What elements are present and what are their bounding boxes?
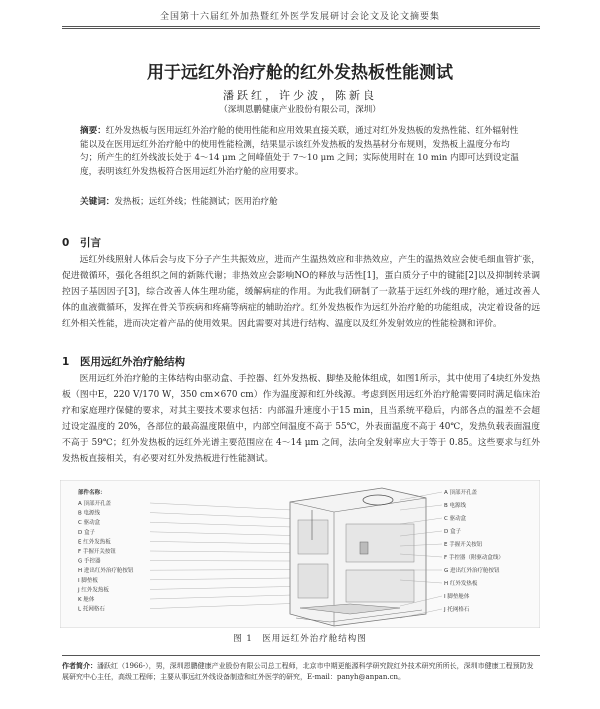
callout-label: D 盒子 bbox=[444, 529, 461, 535]
heating-panel-right bbox=[346, 570, 414, 602]
section-1-paragraph: 医用远红外治疗舱的主体结构由驱动盒、手控器、红外发热板、脚垫及舱体组成，如图1所示，其中使用了4块红外发热板（图中E，220 V/170 W，350 cm×670 cm）作为温度源和红外线源。考虑到医用远红外治疗舱需要同时满足临床治疗和家庭理疗保健的要求，对其主要技术要求包括：内部温升速度小于15 min，且当系统平稳后，内部各点的温差不会超过设定温度的 20%，各部位的最高温度限值中，内部空间温度不高于 55℃，外表面温度不高于 40℃，发热负载表面温度不高于 59℃；红外发热板的远红外光谱主要范围应在 4～14 μm 之间，法向全发射率应大于等于 0.85。这些要求与红外发热板直接相关，有必要对红外发热板进行性能测试。 bbox=[62, 374, 540, 464]
legend-item: G 手控器 bbox=[78, 558, 101, 565]
callout-label: J 托网格石 bbox=[444, 607, 470, 613]
hand-controller-shape bbox=[360, 542, 368, 554]
callout-label: B 电源线 bbox=[444, 503, 467, 509]
abstract bbox=[80, 125, 524, 179]
heating-panel-left bbox=[298, 520, 328, 554]
section-heading-0 bbox=[62, 235, 101, 250]
paper-title: 用于远红外治疗舱的红外发热板性能测试 bbox=[147, 63, 453, 83]
running-header: 全国第十六届红外加热暨红外医学发展研讨会论文及论文摘要集 bbox=[159, 12, 440, 22]
legend-title: 部件名称： bbox=[78, 490, 106, 496]
callout-label: F 手控器（附驱动盒线） bbox=[444, 555, 504, 561]
legend-item: A 顶部开孔盖 bbox=[78, 501, 112, 507]
keywords-label: 关键词： bbox=[80, 197, 115, 207]
footnote-rule bbox=[62, 655, 540, 656]
cabin-structure-figure bbox=[60, 480, 540, 628]
section-number: 1 bbox=[62, 356, 70, 368]
author-footnote bbox=[62, 661, 540, 683]
keywords-text: 发热板；远红外线；性能测试；医用治疗舱 bbox=[114, 197, 278, 207]
figure-caption: 图 1 医用远红外治疗舱结构图 bbox=[233, 634, 367, 644]
callout-label: C 驱动盒 bbox=[444, 516, 467, 522]
callout-label: A 顶部开孔盖 bbox=[444, 490, 478, 496]
section-title: 医用远红外治疗舱结构 bbox=[80, 356, 185, 368]
cabin-drawing bbox=[290, 488, 426, 626]
abstract-label: 摘要： bbox=[80, 126, 106, 136]
section-number: 0 bbox=[62, 237, 70, 249]
callout-label: G 进出红外治疗舱按钮 bbox=[444, 568, 500, 574]
footnote-label: 作者简介： bbox=[62, 662, 97, 670]
legend-item: L 托网格石 bbox=[78, 606, 105, 613]
heating-panel-lower bbox=[298, 564, 328, 598]
section-heading-1 bbox=[62, 354, 185, 369]
header-rule bbox=[62, 26, 540, 29]
heating-panel-back bbox=[346, 524, 414, 562]
legend-item: H 进出红外治疗舱按钮 bbox=[78, 568, 134, 575]
legend-item: I 脚垫板 bbox=[78, 577, 98, 584]
legend-item: E 红外发热板 bbox=[78, 539, 111, 546]
section-0-paragraph: 远红外线照射人体后会与皮下分子产生共振效应，进而产生温热效应和非热效应，产生的温热效应会使毛细血管扩张，促进微循环，强化各组织之间的新陈代谢；非热效应会影响NO的释放与活性[1]，蛋白质分子中的键能[2]以及抑制转录调控因子基因因子[3]，综合改善人体生理功能，缓解病症的作用。为此我们研制了一款基于远红外线的理疗舱，通过改善人体的血液微循环，发挥在骨关节疾病和疼痛等病症的辅助治疗。红外发热板作为远红外治疗舱的功能组成，决定着设备的远红外相关性能，进而决定着产品的使用效果。因此需要对其进行结构、温度以及红外发射效应的性能检测和评价。 bbox=[62, 255, 540, 329]
legend-item: F 手握开关按钮 bbox=[78, 549, 116, 555]
legend-item: J 红外发热板 bbox=[78, 587, 109, 594]
callout-label: H 红外发热板 bbox=[444, 581, 478, 587]
keywords bbox=[80, 195, 524, 207]
legend-item: C 驱动盒 bbox=[78, 520, 101, 527]
footnote-text: 潘跃红（1966-），男，深圳恩鹏健康产业股份有限公司总工程师，北京市中期更能源科学研究院红外技术研究所所长，深圳市健康工程预防发展研究中心主任，高级工程师；主要从事远红外线设备制造和红外医学的研究，E-mail：panyh@anpan.cn。 bbox=[62, 662, 534, 681]
paper-authors: 潘跃红，许少波，陈新良 bbox=[223, 89, 377, 102]
paper-affiliation: （深圳恩鹏健康产业股份有限公司，深圳） bbox=[219, 105, 381, 115]
callout-label: I 脚垫舱体 bbox=[444, 594, 470, 600]
legend-item: K 舱体 bbox=[78, 597, 95, 603]
callout-label: E 手握开关按钮 bbox=[444, 542, 483, 548]
legend-item: D 盒子 bbox=[78, 529, 95, 536]
abstract-text: 红外发热板与医用远红外治疗舱的使用性能和应用效果直接关联，通过对红外发热板的发热性能、红外辐射性能以及在医用远红外治疗舱中的使用性能检测，结果显示该红外发热板的发热基材分布规则，发热板上温度分布均匀；所产生的红外线波长处于 4～14 μm 之间峰值处于 7～10 μm 之间；实际使用时在 10 min 内即可达到设定温度，表明该红外发热板符合医用远红外治疗舱的应用要求。 bbox=[80, 126, 519, 177]
section-title: 引言 bbox=[80, 237, 101, 249]
legend-item: B 电源线 bbox=[78, 510, 101, 517]
